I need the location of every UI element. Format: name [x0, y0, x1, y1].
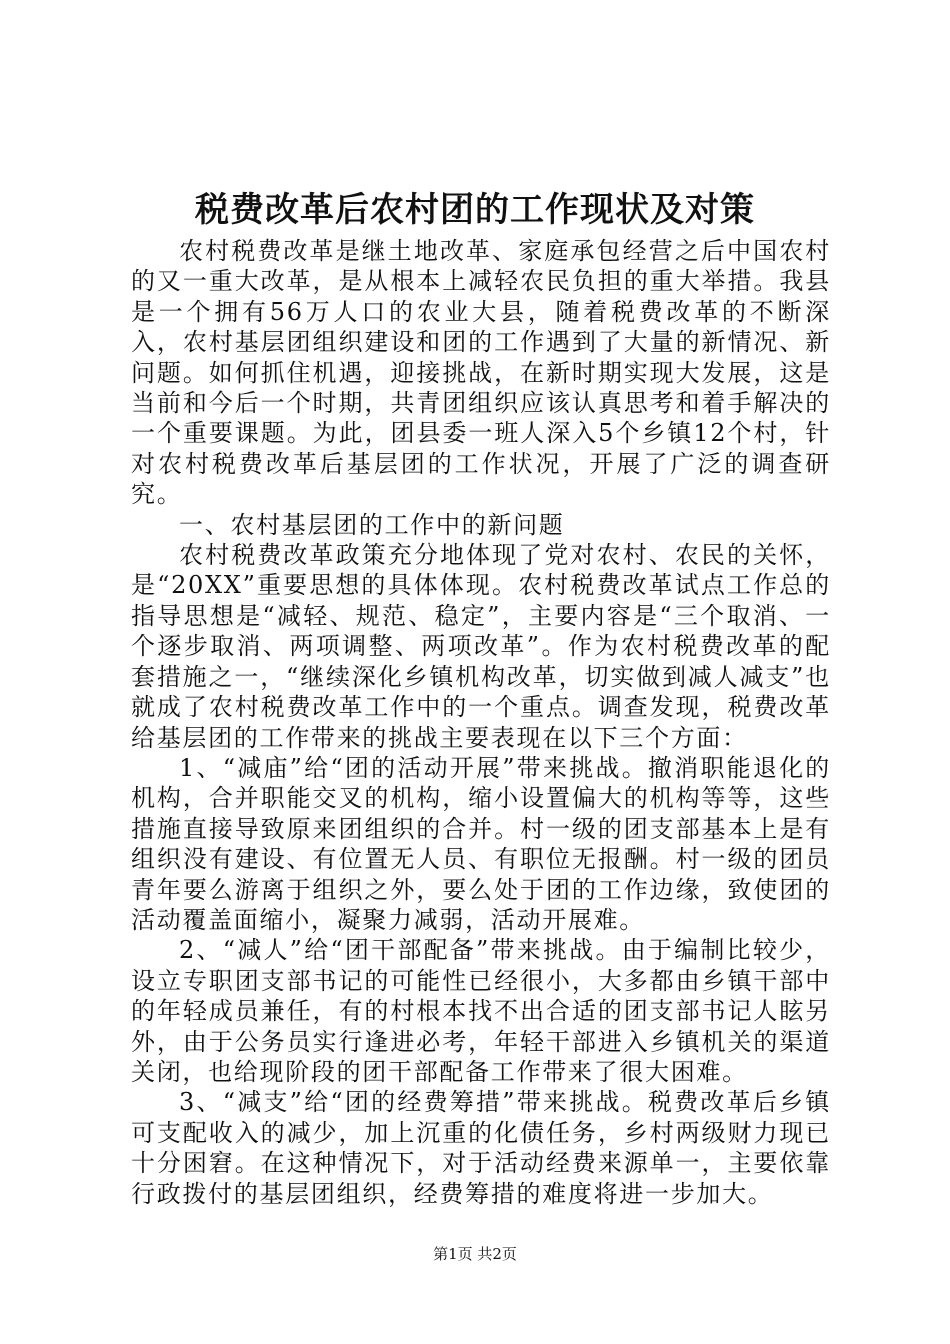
paragraph-point-3: 3、“减支”给“团的经费筹措”带来挑战。税费改革后乡镇可支配收入的减少，加上沉重的化债任务，乡村两级财力现已十分困窘。在这种情况下，对于活动经费来源单一，主要依靠行政拨付的基层团组织，经费筹措的难度将进一步加大。 — [131, 1088, 831, 1208]
paragraph-policy: 农村税费改革政策充分地体现了党对农村、农民的关怀，是“20XX”重要思想的具体体现。农村税费改革试点工作总的指导思想是“减轻、规范、稳定”，主要内容是“三个取消、一个逐步取消、两项调整、两项改革”。作为农村税费改革的配套措施之一，“继续深化乡镇机构改革，切实做到减人减支”也就成了农村税费改革工作中的一个重点。调查发现，税费改革给基层团的工作带来的挑战主要表现在以下三个方面： — [131, 541, 831, 752]
page-footer: 第1页 共2页 — [433, 1245, 517, 1263]
paragraph-point-1: 1、“减庙”给“团的活动开展”带来挑战。撤消职能退化的机构，合并职能交叉的机构，缩小设置偏大的机构等等，这些措施直接导致原来团组织的合并。村一级的团支部基本上是有组织没有建设、有位置无人员、有职位无报酬。村一级的团员青年要么游离于组织之外，要么处于团的工作边缘，致使团的活动覆盖面缩小，凝聚力减弱，活动开展难。 — [131, 753, 831, 934]
paragraph-point-2: 2、“减人”给“团干部配备”带来挑战。由于编制比较少，设立专职团支部书记的可能性已经很小，大多都由乡镇干部中的年轻成员兼任，有的村根本找不出合适的团支部书记人眩另外，由于公务员实行逢进必考，年轻干部进入乡镇机关的渠道关闭，也给现阶段的团干部配备工作带来了很大困难。 — [131, 936, 831, 1086]
section-heading: 一、农村基层团的工作中的新问题 — [179, 510, 565, 539]
document-body — [131, 236, 831, 1209]
document-title: 税费改革后农村团的工作现状及对策 — [195, 190, 755, 230]
paragraph-intro: 农村税费改革是继土地改革、家庭承包经营之后中国农村的又一重大改革，是从根本上减轻农民负担的重大举措。我县是一个拥有56万人口的农业大县，随着税费改革的不断深入，农村基层团组织建设和团的工作遇到了大量的新情况、新问题。如何抓住机遇，迎接挑战，在新时期实现大发展，这是当前和今后一个时期，共青团组织应该认真思考和着手解决的一个重要课题。为此，团县委一班人深入5个乡镇12个村，针对农村税费改革后基层团的工作状况，开展了广泛的调查研究。 — [131, 237, 831, 509]
